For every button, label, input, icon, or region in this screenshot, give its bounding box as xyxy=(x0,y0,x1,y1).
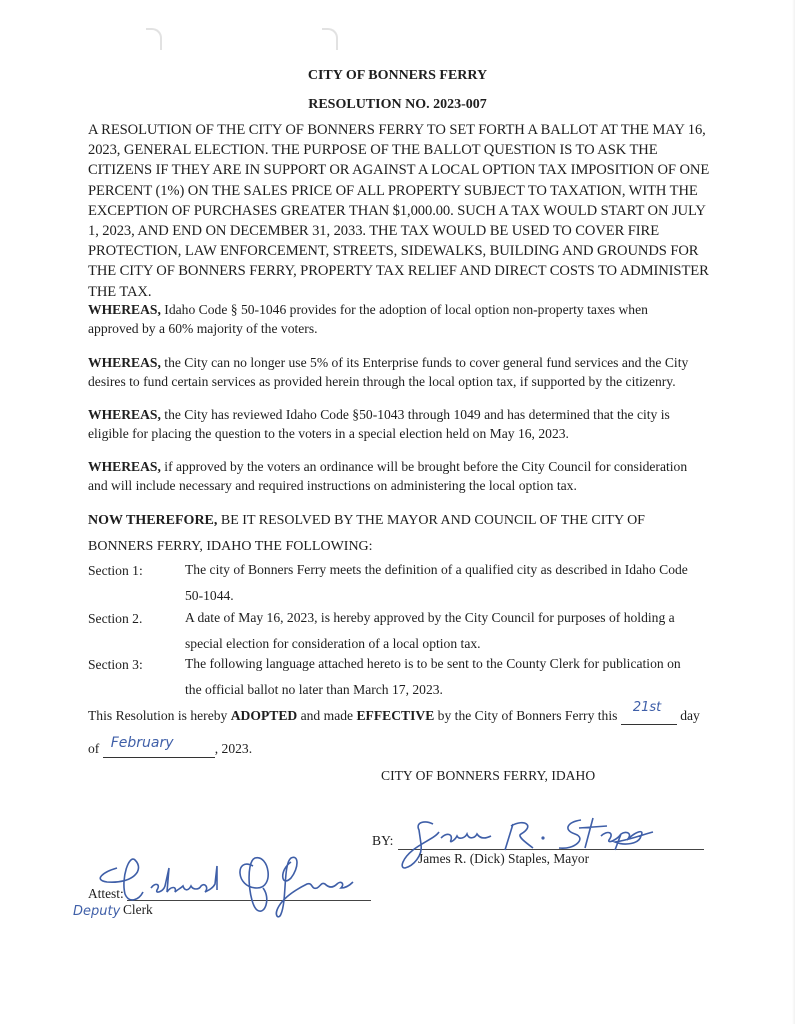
adoption-date-line xyxy=(88,735,253,758)
month-field xyxy=(103,735,215,758)
clerk-label: Clerk xyxy=(123,902,153,917)
whereas-text: desires to fund certain services as provided herein through the local option tax, if supported by the citizenry. xyxy=(88,374,676,390)
month-handwritten: February xyxy=(110,735,174,751)
section-label: Section 1: xyxy=(88,563,143,578)
deputy-handwritten: Deputy xyxy=(73,904,121,919)
preamble-line: CITIZENS IF THEY ARE IN SUPPORT OR AGAINST A LOCAL OPTION TAX IMPOSITION OF ONE xyxy=(88,162,710,179)
whereas-text: approved by a 60% majority of the voters. xyxy=(88,321,318,337)
preamble-line: PERCENT (1%) ON THE SALES PRICE OF ALL PROPERTY SUBJECT TO TAXATION, WITH THE xyxy=(88,182,698,199)
now-therefore-text: BONNERS FERRY, IDAHO THE FOLLOWING: xyxy=(88,539,373,554)
now-therefore-lead: NOW THEREFORE, xyxy=(88,513,218,528)
whereas-text: the City can no longer use 5% of its Enterprise funds to cover general fund services and the City xyxy=(160,355,689,370)
section-line: the official ballot no later than March 17, 2023. xyxy=(185,682,443,697)
punch-hole-mark xyxy=(146,28,162,50)
section-label: Section 2. xyxy=(88,611,143,626)
adoption-text: This Resolution is hereby xyxy=(88,708,231,723)
preamble-line: THE TAX. xyxy=(88,283,152,300)
section-text xyxy=(185,557,688,609)
preamble xyxy=(88,120,718,302)
adoption-text: day xyxy=(676,708,700,723)
day-field xyxy=(621,700,677,725)
preamble-line: 2023, GENERAL ELECTION. THE PURPOSE OF THE BALLOT QUESTION IS TO ASK THE xyxy=(88,142,658,159)
preamble-line: PROTECTION, LAW ENFORCEMENT, STREETS, SIDEWALKS, BUILDING AND GROUNDS FOR xyxy=(88,243,699,260)
resolution-number: RESOLUTION NO. 2023-007 xyxy=(308,97,487,112)
city-signature-label: CITY OF BONNERS FERRY, IDAHO xyxy=(381,768,596,783)
whereas-text: Idaho Code § 50-1046 provides for the adoption of local option non-property taxes when xyxy=(160,302,648,317)
adoption-text: and made xyxy=(297,708,357,723)
mayor-name: James R. (Dick) Staples, Mayor xyxy=(418,851,590,866)
now-therefore xyxy=(88,508,645,560)
whereas-paragraph xyxy=(88,300,718,339)
section-line: 50-1044. xyxy=(185,588,234,603)
preamble-line: A RESOLUTION OF THE CITY OF BONNERS FERRY TO SET FORTH A BALLOT AT THE MAY 16, xyxy=(88,122,706,138)
whereas-text: if approved by the voters an ordinance will be brought before the City Council for consideration xyxy=(160,459,688,474)
attest-label: Attest: xyxy=(88,886,124,901)
preamble-line: 1, 2023, AND END ON DECEMBER 31, 2033. THE TAX WOULD BE USED TO COVER FIRE xyxy=(88,223,660,240)
section-text xyxy=(185,605,675,657)
whereas-lead: WHEREAS, xyxy=(88,407,161,422)
by-label: BY: xyxy=(372,833,394,848)
whereas-text: the City has reviewed Idaho Code §50-1043 through 1049 and has determined that the city is xyxy=(160,407,670,422)
adoption-text: of xyxy=(88,741,103,756)
preamble-line: EXCEPTION OF PURCHASES GREATER THAN $1,000.00. SUCH A TAX WOULD START ON JULY xyxy=(88,202,706,219)
now-therefore-text: BE IT RESOLVED BY THE MAYOR AND COUNCIL OF THE CITY OF xyxy=(217,513,645,528)
whereas-text: eligible for placing the question to the voters in a special election held on May 16, 2023. xyxy=(88,426,569,442)
section-line: A date of May 16, 2023, is hereby approved by the City Council for purposes of holding a xyxy=(185,610,675,625)
whereas-lead: WHEREAS, xyxy=(88,459,161,474)
section-label: Section 3: xyxy=(88,657,143,672)
effective-label: EFFECTIVE xyxy=(356,708,435,723)
whereas-lead: WHEREAS, xyxy=(88,355,161,370)
adoption-year: , 2023. xyxy=(214,741,253,756)
day-handwritten: 21st xyxy=(632,700,662,715)
adopted-label: ADOPTED xyxy=(230,708,298,723)
whereas-paragraph xyxy=(88,405,718,444)
whereas-text: and will include necessary and required instructions on administering the local option tax. xyxy=(88,478,577,494)
whereas-paragraph xyxy=(88,457,718,496)
adoption-text: by the City of Bonners Ferry this xyxy=(434,708,621,723)
adoption-statement xyxy=(88,700,700,725)
whereas-lead: WHEREAS, xyxy=(88,302,161,317)
punch-hole-mark xyxy=(322,28,338,50)
section-line: The city of Bonners Ferry meets the definition of a qualified city as described in Idaho Code xyxy=(185,562,688,577)
section-line: special election for consideration of a local option tax. xyxy=(185,636,481,651)
section-line: The following language attached hereto is to be sent to the County Clerk for publication on xyxy=(185,656,681,671)
section-text xyxy=(185,651,681,703)
preamble-line: THE CITY OF BONNERS FERRY, PROPERTY TAX RELIEF AND DIRECT COSTS TO ADMINISTER xyxy=(88,263,709,280)
city-title: CITY OF BONNERS FERRY xyxy=(307,68,488,83)
whereas-paragraph xyxy=(88,353,718,392)
